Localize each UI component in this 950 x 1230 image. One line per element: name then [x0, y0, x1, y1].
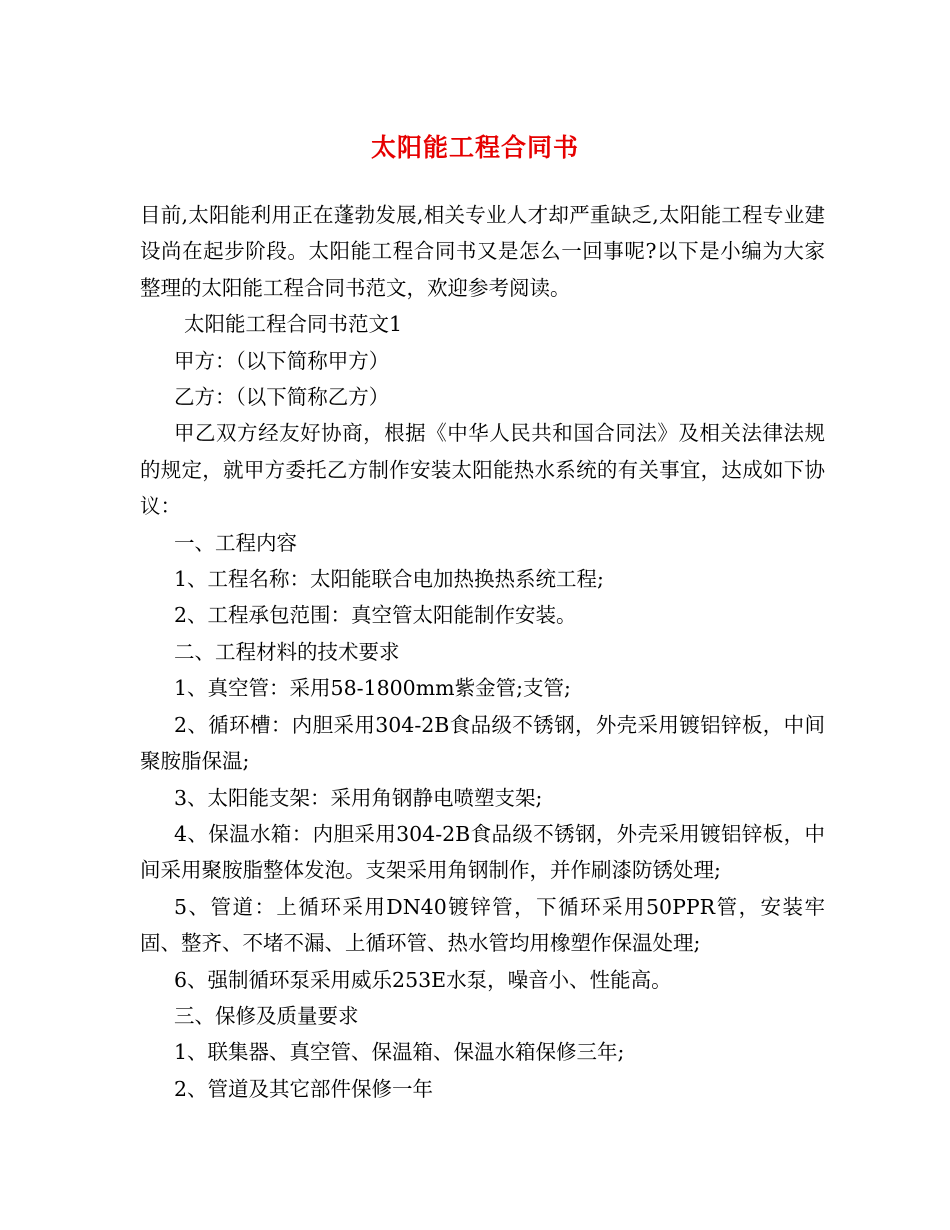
party-a-line: 甲方：（以下简称甲方）: [174, 348, 390, 373]
clause-2-6: 6、强制循环泵采用威乐253E水泵，噪音小、性能高。: [174, 967, 672, 992]
clause-2-5: 5、管道：上循环采用DN40镀锌管，下循环采用50PPR管，安装牢固、整齐、不堵不漏、上循环管、热水管均用橡塑作保温处理;: [140, 894, 825, 956]
intro-paragraph: 目前,太阳能利用正在蓬勃发展,相关专业人才却严重缺乏,太阳能工程专业建设尚在起步阶段。太阳能工程合同书又是怎么一回事呢?以下是小编为大家整理的太阳能工程合同书范文，欢迎参考阅读。: [140, 203, 825, 300]
clause-2-4: 4、保温水箱：内胆采用304-2B食品级不锈钢，外壳采用镀铝锌板，中间采用聚胺脂整体发泡。支架采用角钢制作，并作刷漆防锈处理;: [140, 821, 825, 883]
agreement-paragraph: 甲乙双方经友好协商，根据《中华人民共和国合同法》及相关法律法规的规定，就甲方委托乙方制作安装太阳能热水系统的有关事宜，达成如下协议：: [140, 421, 825, 519]
sample-heading: 太阳能工程合同书范文1: [184, 312, 403, 337]
clause-3-2: 2、管道及其它部件保修一年: [174, 1076, 434, 1101]
section-heading-1: 一、工程内容: [174, 530, 297, 555]
party-b-line: 乙方：（以下简称乙方）: [174, 385, 390, 410]
document-body: [140, 197, 825, 1107]
clause-1-2: 2、工程承包范围：真空管太阳能制作安装。: [174, 603, 577, 628]
clause-2-1: 1、真空管：采用58-1800mm紫金管;支管;: [174, 676, 571, 701]
clause-1-1: 1、工程名称：太阳能联合电加热换热系统工程;: [174, 567, 604, 592]
section-heading-2: 二、工程材料的技术要求: [174, 639, 400, 664]
clause-3-1: 1、联集器、真空管、保温箱、保温水箱保修三年;: [174, 1040, 625, 1065]
clause-2-2: 2、循环槽：内胆采用304-2B食品级不锈钢，外壳采用镀铝锌板，中间聚胺脂保温;: [140, 712, 825, 774]
section-heading-3: 三、保修及质量要求: [174, 1003, 359, 1028]
document-title: 太阳能工程合同书: [370, 133, 579, 162]
clause-2-3: 3、太阳能支架：采用角钢静电喷塑支架;: [174, 785, 543, 810]
